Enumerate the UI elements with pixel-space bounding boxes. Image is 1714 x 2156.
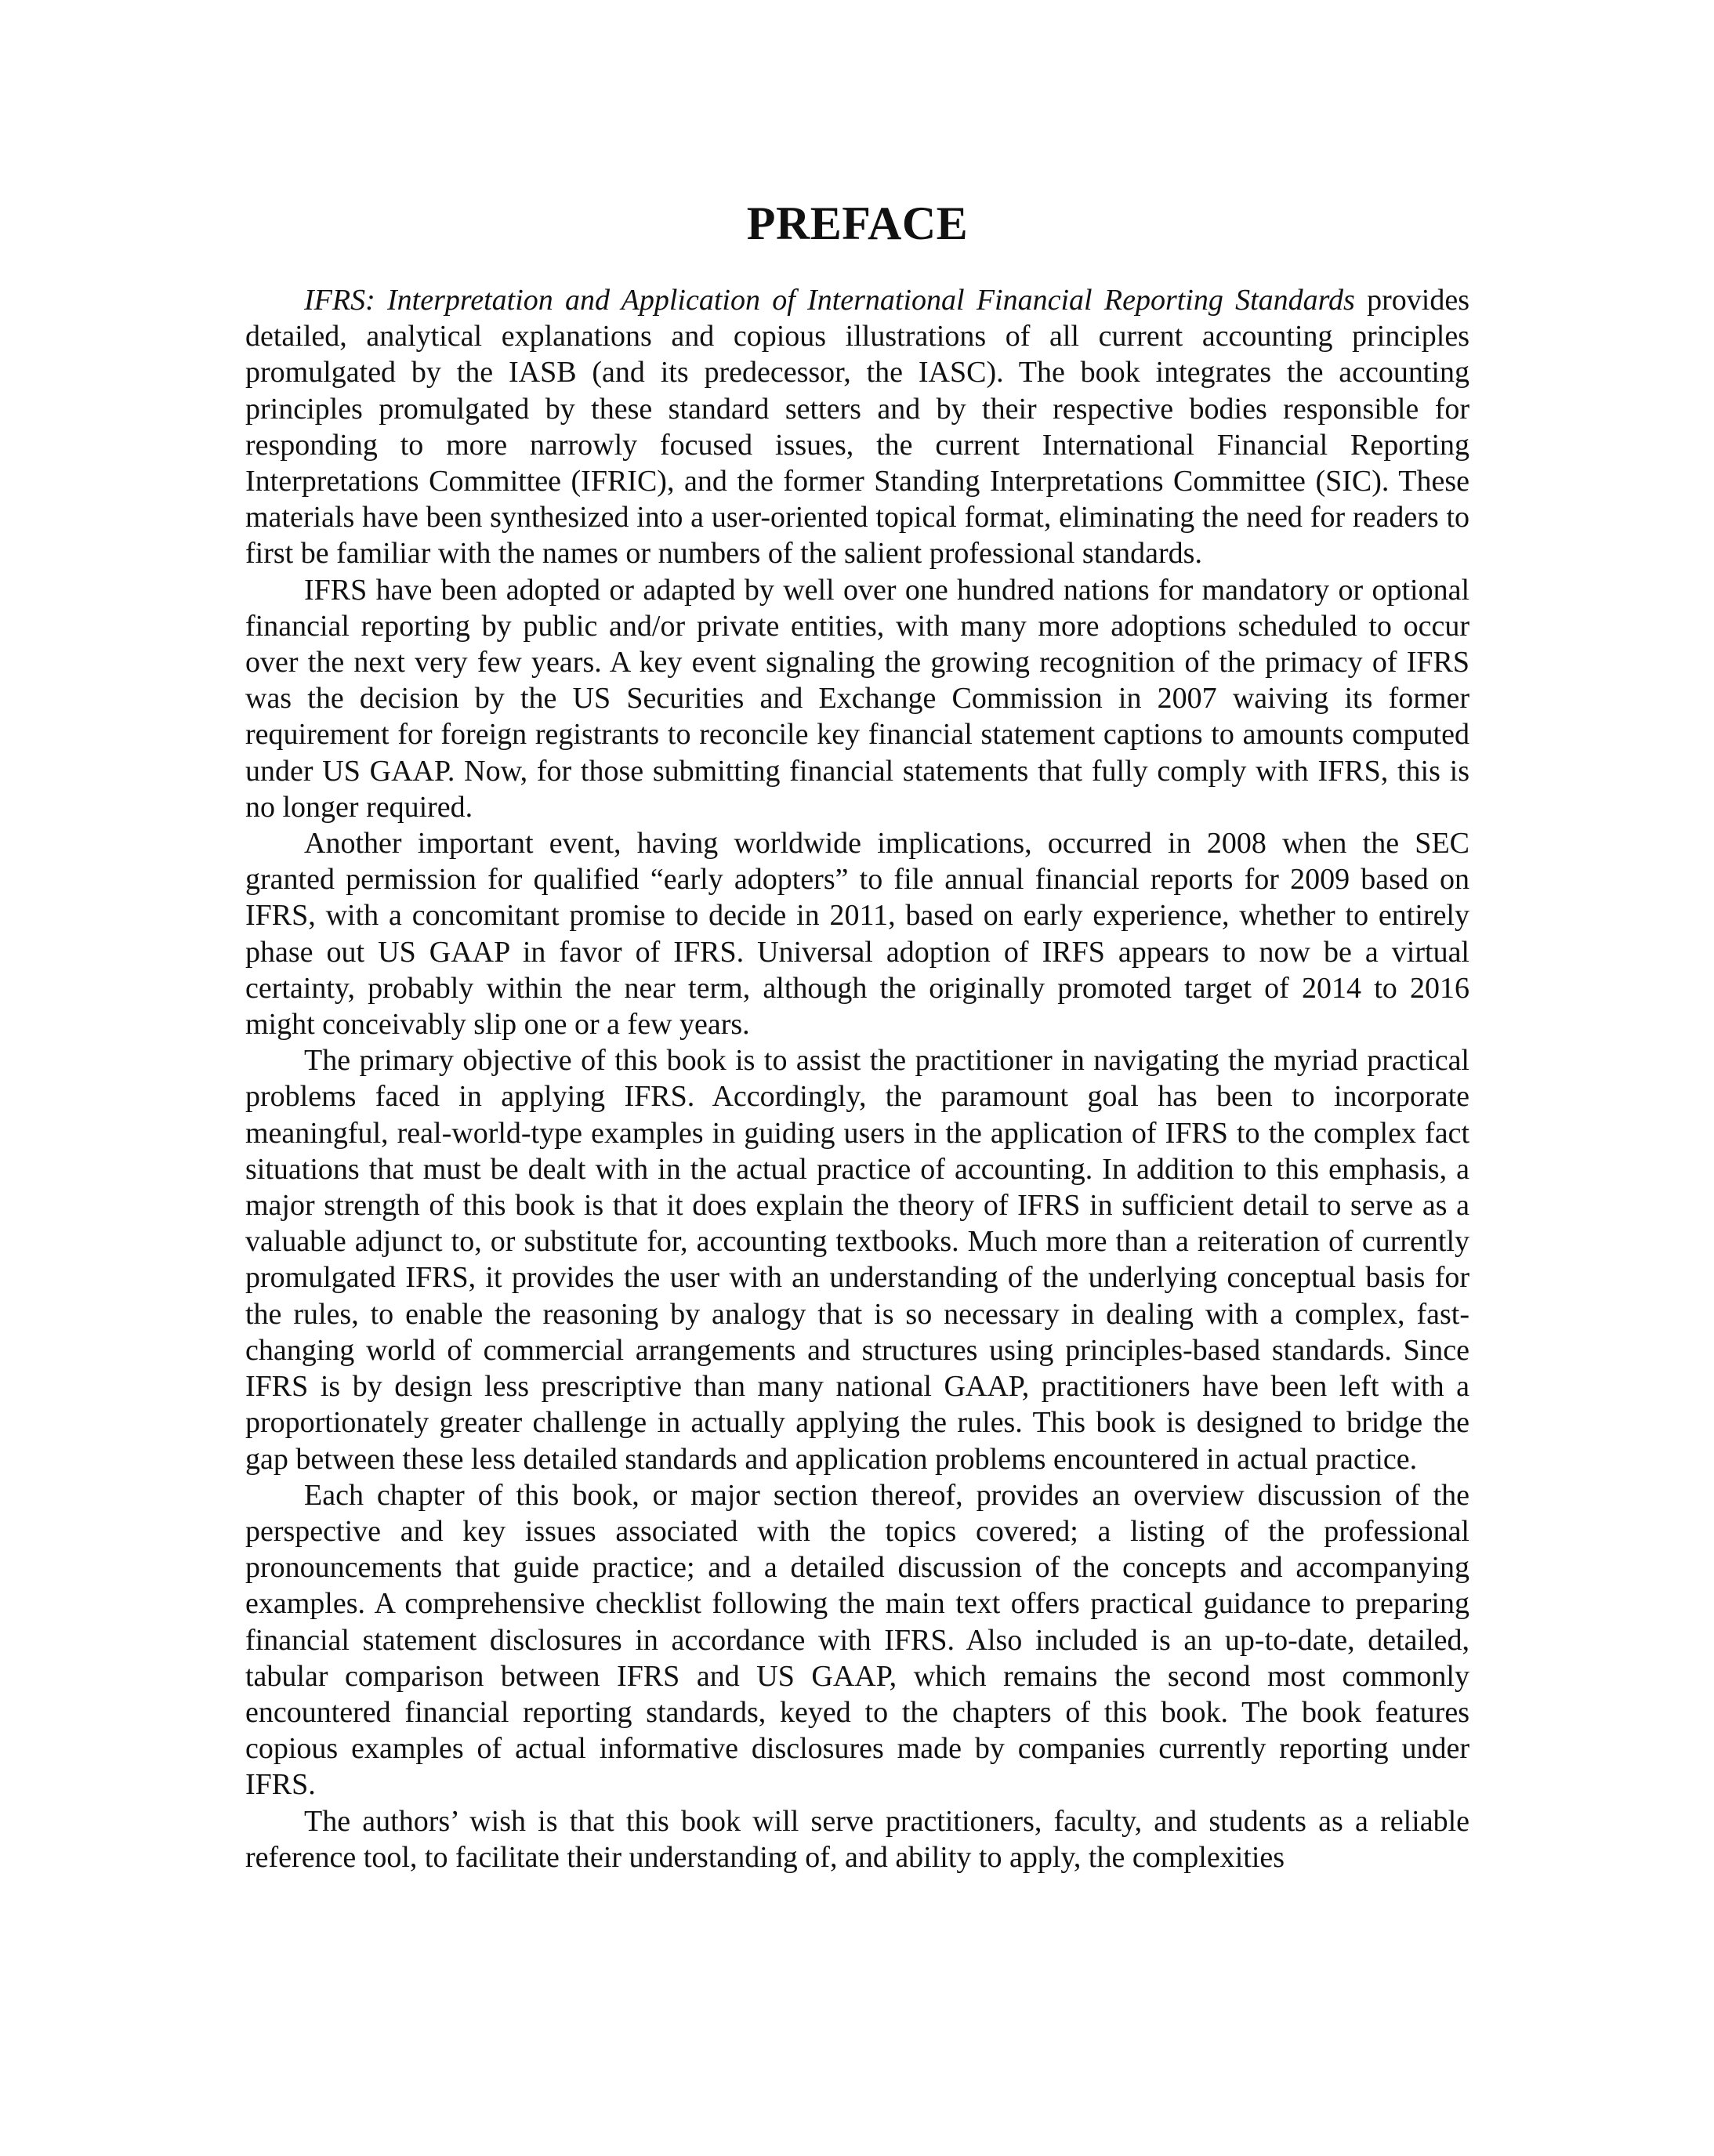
paragraph-6: The authors’ wish is that this book will serve practitioners, faculty, and students as a reliable reference tool, to facilitate their understanding of, and ability to apply, the complexities [245,1804,1469,1874]
paragraph-2: IFRS have been adopted or adapted by well over one hundred nations for mandatory or optional financial reporting by public and/or private entities, with many more adoptions scheduled to occur over the next very few years. A key event signaling the growing recognition of the primacy of IFRS was the decision by the US Securities and Exchange Commission in 2007 waiving its former requirement for foreign registrants to reconcile key financial statement captions to amounts computed under US GAAP. Now, for those submitting financial statements that fully comply with IFRS, this is no longer required. [245,573,1469,824]
paragraph-1 [245,282,1469,572]
paragraph-4: The primary objective of this book is to assist the practitioner in navigating the myriad practical problems faced in applying IFRS. Accordingly, the paramount goal has been to incorporate meaningful, real-world-type examples in guiding users in the application of IFRS to the complex fact situations that must be dealt with in the actual practice of accounting. In addition to this emphasis, a major strength of this book is that it does explain the theory of IFRS in sufficient detail to serve as a valuable adjunct to, or substitute for, accounting textbooks. Much more than a reiteration of currently promulgated IFRS, it provides the user with an understanding of the underlying conceptual basis for the rules, to enable the reasoning by analogy that is so necessary in dealing with a complex, fast-changing world of commercial arrangements and structures using principles-based standards. Since IFRS is by design less prescriptive than many national GAAP, practitioners have been left with a proportionately greater challenge in actually applying the rules. This book is designed to bridge the gap between these less detailed standards and application problems encountered in actual practice. [245,1044,1469,1476]
paragraph-5: Each chapter of this book, or major section thereof, provides an overview discussion of the perspective and key issues associated with the topics covered; a listing of the professional pronouncements that guide practice; and a detailed discussion of the concepts and accompanying examples. A comprehensive checklist following the main text offers practical guidance to preparing financial statement disclosures in accordance with IFRS. Also included is an up-to-date, detailed, tabular comparison between IFRS and US GAAP, which remains the second most commonly encountered financial reporting standards, keyed to the chapters of this book. The book features copious examples of actual informative disclosures made by companies currently reporting under IFRS. [245,1478,1469,1802]
paragraph-3: Another important event, having worldwide implications, occurred in 2008 when the SEC granted permission for qualified “early adopters” to file annual financial reports for 2009 based on IFRS, with a concomitant promise to decide in 2011, based on early experience, whether to entirely phase out US GAAP in favor of IFRS. Universal adoption of IRFS appears to now be a virtual certainty, probably within the near term, although the originally promoted target of 2014 to 2016 might conceivably slip one or a few years. [245,827,1469,1042]
document-body [245,282,1469,1875]
paragraph-1-text: provides detailed, analytical explanations and copious illustrations of all current accounting principles promulgated by the IASB (and its predecessor, the IASC). The book integrates the accounting principles promulgated by these standard setters and by their respective bodies responsible for responding to more narrowly focused issues, the current International Financial Reporting Interpretations Committee (IFRIC), and the former Standing Interpretations Committee (SIC). These materials have been synthesized into a user-oriented topical format, eliminating the need for readers to first be familiar with the names or numbers of the salient professional standards. [245,284,1469,571]
book-title-italic: IFRS: Interpretation and Application of International Financial Reporting Standards [304,284,1355,317]
page-title: PREFACE [746,197,969,249]
document-page [245,0,1469,1875]
